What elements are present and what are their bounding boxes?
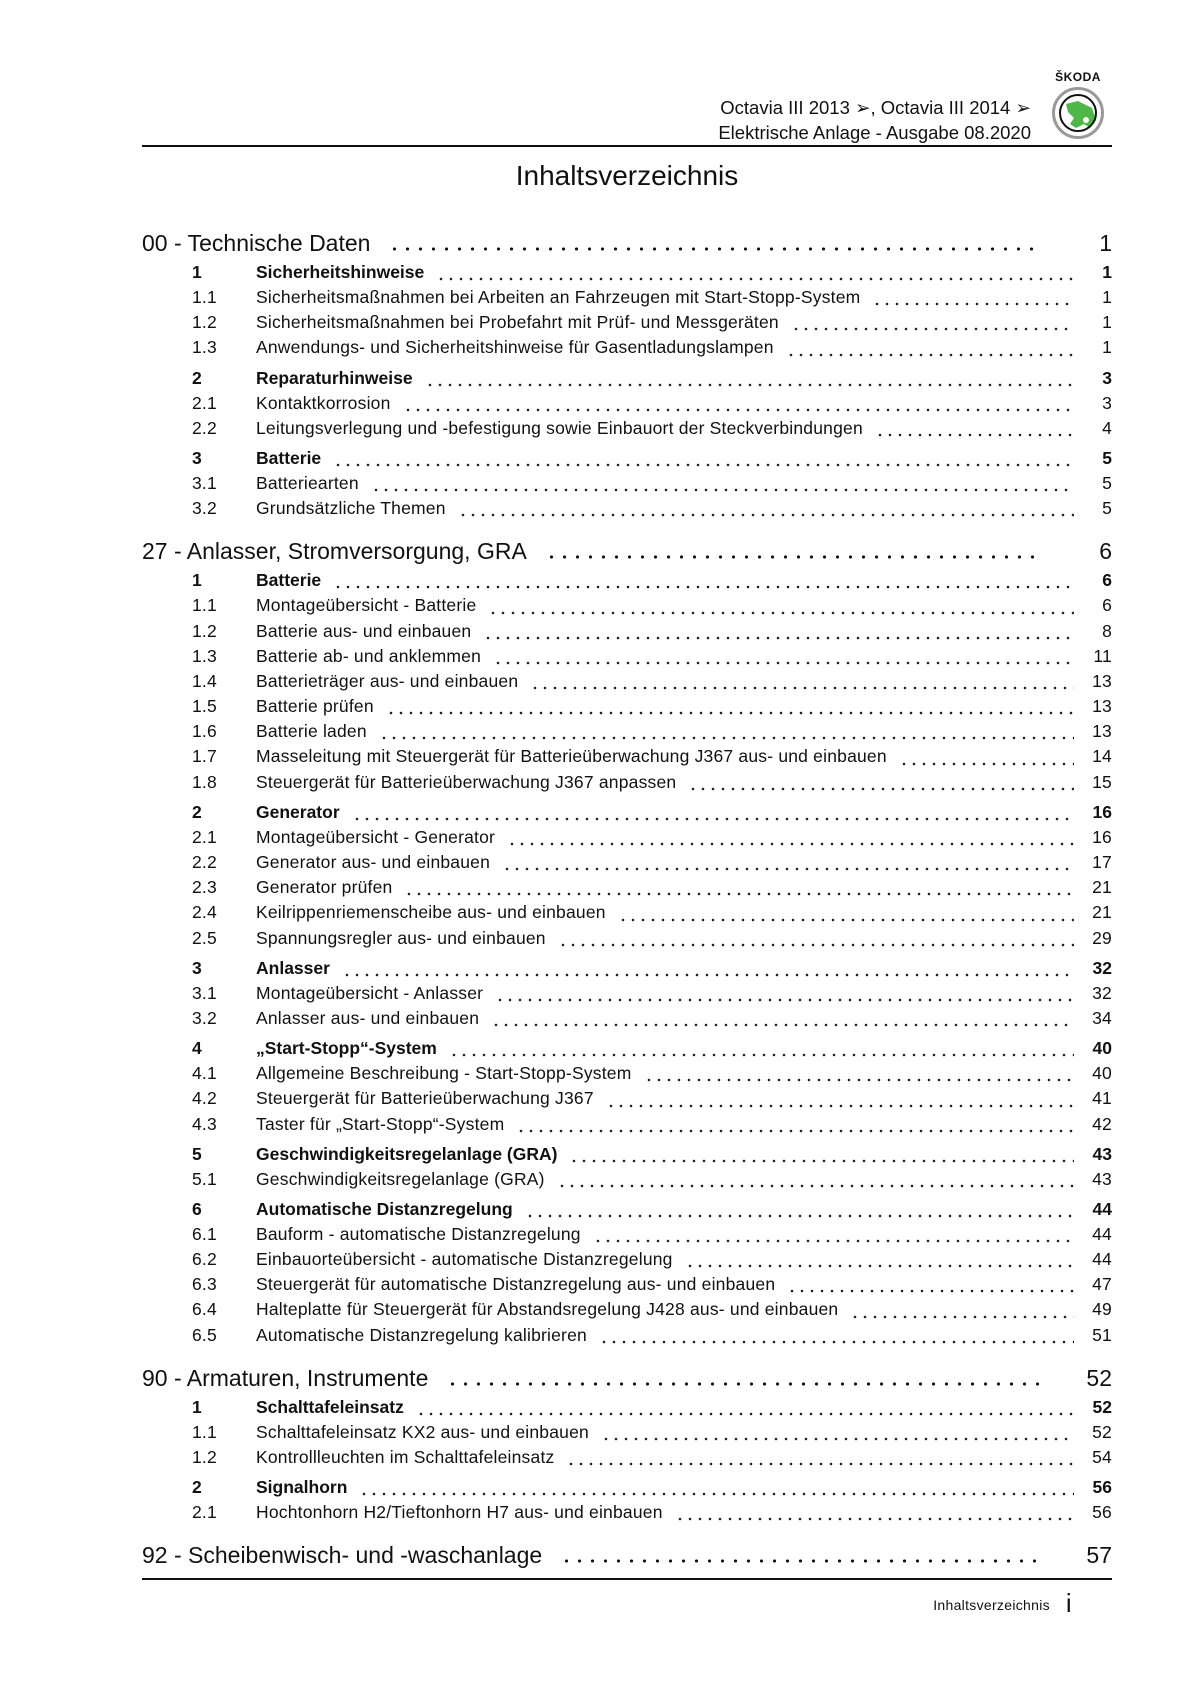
dot-leader — [899, 762, 1074, 766]
toc-number: 4 — [192, 1038, 202, 1059]
toc-page-number: 17 — [1092, 852, 1112, 872]
toc-page-number: 56 — [1092, 1502, 1112, 1523]
toc-number: 2 — [192, 1477, 202, 1498]
toc-title: Batteriearten — [256, 472, 359, 493]
toc-number: 3.1 — [192, 472, 217, 493]
toc-title: 00 - Technische Daten — [142, 230, 371, 256]
toc-page-number: 56 — [1092, 1477, 1112, 1498]
toc-title: Montageübersicht - Anlasser — [256, 982, 484, 1003]
dot-leader — [688, 787, 1074, 791]
toc-subsection[interactable] — [142, 1274, 1112, 1299]
toc-page-number: 40 — [1092, 1038, 1112, 1059]
toc-title: Batterieträger aus- und einbauen — [256, 670, 519, 691]
toc-title: Einbauorteübersicht - automatische Distanzregelung — [256, 1249, 673, 1270]
toc-subsection[interactable] — [142, 312, 1112, 337]
toc-page-number: 34 — [1092, 1007, 1112, 1028]
toc-title: Signalhorn — [256, 1477, 348, 1498]
toc-subsection[interactable] — [142, 983, 1112, 1008]
toc-page-number: 3 — [1102, 367, 1112, 388]
table-of-contents — [142, 230, 1112, 1569]
toc-subsection[interactable] — [142, 418, 1112, 443]
toc-page-number: 57 — [1086, 1542, 1112, 1569]
toc-number: 2.4 — [192, 902, 217, 923]
toc-number: 1 — [192, 262, 202, 282]
toc-title: Batterie ab- und anklemmen — [256, 645, 482, 666]
toc-page-number: 1 — [1102, 337, 1112, 358]
toc-subsection[interactable] — [142, 287, 1112, 312]
toc-number: 2.1 — [192, 392, 217, 413]
toc-number: 5.1 — [192, 1168, 217, 1189]
page-number: i — [1065, 1588, 1072, 1618]
toc-chapter[interactable] — [142, 538, 1112, 565]
toc-page-number: 52 — [1092, 1396, 1112, 1417]
footer-label: Inhaltsverzeichnis — [933, 1597, 1050, 1613]
toc-number: 4.1 — [192, 1063, 217, 1084]
toc-number: 1.2 — [192, 312, 217, 333]
skoda-wordmark: ŠKODA — [1055, 70, 1101, 84]
toc-number: 1.3 — [192, 337, 217, 358]
dot-leader — [557, 1184, 1074, 1188]
toc-section[interactable] — [142, 802, 1112, 827]
dot-leader — [545, 555, 1042, 559]
toc-title: Grundsätzliche Themen — [256, 498, 446, 519]
dot-leader — [403, 408, 1074, 412]
toc-title: Taster für „Start-Stopp“-System — [256, 1113, 505, 1134]
toc-title: Batterie — [256, 570, 322, 591]
toc-chapter[interactable] — [142, 1365, 1112, 1392]
toc-number: 3 — [192, 957, 202, 978]
toc-title: Leitungsverlegung und -befestigung sowie Einbauort der Steckverbindungen — [256, 417, 863, 438]
page-footer — [933, 1588, 1072, 1619]
toc-number: 6.5 — [192, 1324, 217, 1345]
header-rule — [142, 145, 1112, 147]
toc-page-number: 1 — [1102, 262, 1112, 282]
toc-page-number: 44 — [1092, 1249, 1112, 1270]
toc-title: Anlasser — [256, 957, 330, 978]
dot-leader — [593, 1239, 1074, 1243]
toc-subsection[interactable] — [142, 1063, 1112, 1088]
toc-title: Sicherheitshinweise — [256, 262, 425, 282]
dot-leader — [416, 1412, 1074, 1416]
toc-page-number: 1 — [1102, 287, 1112, 307]
toc-number: 3.1 — [192, 982, 217, 1003]
toc-section[interactable] — [142, 1477, 1112, 1502]
dot-leader — [516, 1129, 1074, 1133]
toc-page-number: 3 — [1102, 392, 1112, 413]
dot-leader — [618, 918, 1074, 922]
toc-number: 3.2 — [192, 498, 217, 519]
toc-number: 1.7 — [192, 746, 217, 767]
toc-subsection[interactable] — [142, 1008, 1112, 1033]
toc-title: Batterie prüfen — [256, 696, 374, 717]
dot-leader — [875, 433, 1074, 437]
toc-number: 1.1 — [192, 1421, 217, 1442]
dot-leader — [491, 1023, 1074, 1027]
dot-leader — [493, 661, 1074, 665]
dot-leader — [446, 1382, 1042, 1386]
dot-leader — [872, 302, 1074, 306]
toc-subsection[interactable] — [142, 337, 1112, 362]
toc-page-number: 1 — [1102, 312, 1112, 333]
toc-page-number: 5 — [1102, 498, 1112, 519]
toc-page-number: 16 — [1092, 826, 1112, 847]
toc-number: 1.3 — [192, 645, 217, 666]
toc-number: 6.2 — [192, 1249, 217, 1270]
dot-leader — [483, 636, 1074, 640]
header-models: Octavia III 2013 ➢, Octavia III 2014 ➢ — [720, 97, 1031, 118]
toc-subsection[interactable] — [142, 473, 1112, 498]
dot-leader — [601, 1437, 1074, 1441]
toc-title: Masseleitung mit Steuergerät für Batterieüberwachung J367 aus- und einbauen — [256, 746, 887, 767]
footer-rule — [142, 1578, 1112, 1580]
toc-title: Hochtonhorn H2/Tieftonhorn H7 aus- und einbauen — [256, 1502, 663, 1523]
dot-leader — [342, 973, 1074, 977]
dot-leader — [458, 513, 1074, 517]
toc-subsection[interactable] — [142, 1169, 1112, 1194]
toc-title: Steuergerät für automatische Distanzregelung aus- und einbauen — [256, 1274, 776, 1295]
page-title: Inhaltsverzeichnis — [515, 160, 739, 191]
toc-title: Batterie aus- und einbauen — [256, 620, 472, 641]
toc-number: 4.2 — [192, 1088, 217, 1109]
toc-title: „Start-Stopp“-System — [256, 1038, 437, 1059]
dot-leader — [404, 892, 1074, 896]
dot-leader — [599, 1340, 1074, 1344]
dot-leader — [566, 1462, 1074, 1466]
toc-title: Anlasser aus- und einbauen — [256, 1007, 480, 1028]
toc-number: 1 — [192, 570, 202, 591]
toc-subsection[interactable] — [142, 621, 1112, 646]
toc-title: Schalttafeleinsatz — [256, 1396, 404, 1417]
toc-number: 1.6 — [192, 721, 217, 742]
toc-number: 2 — [192, 801, 202, 822]
dot-leader — [488, 611, 1074, 615]
toc-page-number: 1 — [1099, 230, 1112, 256]
toc-section[interactable] — [142, 448, 1112, 473]
dot-leader — [530, 686, 1074, 690]
toc-subsection[interactable] — [142, 1224, 1112, 1249]
toc-page-number: 6 — [1099, 538, 1112, 565]
toc-page-number: 4 — [1102, 417, 1112, 438]
dot-leader — [379, 736, 1074, 740]
toc-title: Bauform - automatische Distanzregelung — [256, 1223, 581, 1244]
toc-title: 27 - Anlasser, Stromversorgung, GRA — [142, 538, 527, 565]
toc-subsection[interactable] — [142, 671, 1112, 696]
toc-number: 1.4 — [192, 670, 217, 691]
dot-leader — [388, 247, 1042, 251]
toc-title: Sicherheitsmaßnahmen bei Probefahrt mit Prüf- und Messgeräten — [256, 312, 779, 333]
toc-subsection[interactable] — [142, 772, 1112, 797]
toc-title: Batterie laden — [256, 721, 367, 742]
dot-leader — [495, 998, 1074, 1002]
header-edition: Elektrische Anlage - Ausgabe 08.2020 — [718, 122, 1031, 143]
toc-chapter[interactable] — [142, 230, 1112, 257]
toc-subsection[interactable] — [142, 498, 1112, 523]
toc-number: 3 — [192, 447, 202, 468]
toc-number: 1 — [192, 1396, 202, 1417]
toc-title: Montageübersicht - Batterie — [256, 595, 477, 616]
toc-title: Anwendungs- und Sicherheitshinweise für Gasentladungslampen — [256, 337, 774, 358]
toc-page-number: 49 — [1092, 1299, 1112, 1320]
toc-page-number: 6 — [1102, 595, 1112, 616]
toc-page-number: 32 — [1092, 957, 1112, 978]
toc-subsection[interactable] — [142, 1447, 1112, 1472]
toc-title: Automatische Distanzregelung kalibrieren — [256, 1324, 587, 1345]
toc-title: Generator prüfen — [256, 877, 393, 898]
toc-page-number: 5 — [1102, 472, 1112, 493]
dot-leader — [791, 327, 1074, 331]
toc-title: Automatische Distanzregelung — [256, 1198, 513, 1219]
toc-subsection[interactable] — [142, 1299, 1112, 1324]
toc-number: 6.3 — [192, 1274, 217, 1295]
dot-leader — [425, 383, 1074, 387]
dot-leader — [850, 1315, 1074, 1319]
toc-section[interactable] — [142, 1397, 1112, 1422]
dot-leader — [606, 1104, 1074, 1108]
dot-leader — [386, 711, 1074, 715]
winged-arrow-icon — [1062, 98, 1100, 134]
toc-number: 5 — [192, 1143, 202, 1164]
toc-subsection[interactable] — [142, 827, 1112, 852]
toc-title: 90 - Armaturen, Instrumente — [142, 1364, 429, 1391]
toc-subsection[interactable] — [142, 1249, 1112, 1274]
toc-title: Montageübersicht - Generator — [256, 826, 496, 847]
toc-page-number: 15 — [1092, 771, 1112, 792]
toc-page-number: 43 — [1092, 1143, 1112, 1164]
toc-page-number: 52 — [1092, 1421, 1112, 1442]
toc-section[interactable] — [142, 958, 1112, 983]
toc-page-number: 41 — [1092, 1088, 1112, 1109]
toc-number: 1.2 — [192, 620, 217, 641]
toc-subsection[interactable] — [142, 902, 1112, 927]
toc-number: 2.3 — [192, 877, 217, 898]
toc-page-number: 51 — [1092, 1324, 1112, 1345]
toc-subsection[interactable] — [142, 1114, 1112, 1139]
toc-page-number: 44 — [1092, 1198, 1112, 1219]
toc-page-number: 16 — [1092, 801, 1112, 822]
toc-title: Generator — [256, 801, 340, 822]
toc-title: Spannungsregler aus- und einbauen — [256, 927, 546, 948]
dot-leader — [560, 1559, 1042, 1563]
toc-number: 1.1 — [192, 595, 217, 616]
toc-subsection[interactable] — [142, 1325, 1112, 1350]
dot-leader — [502, 867, 1074, 871]
toc-subsection[interactable] — [142, 1088, 1112, 1113]
toc-number: 6 — [192, 1198, 202, 1219]
toc-title: Kontaktkorrosion — [256, 392, 391, 413]
dot-leader — [436, 277, 1074, 281]
toc-subsection[interactable] — [142, 646, 1112, 671]
toc-page-number: 47 — [1092, 1274, 1112, 1295]
toc-page-number: 44 — [1092, 1223, 1112, 1244]
skoda-logo — [1052, 87, 1104, 139]
toc-number: 2.2 — [192, 417, 217, 438]
toc-title: Sicherheitsmaßnahmen bei Arbeiten an Fahrzeugen mit Start-Stopp-System — [256, 287, 861, 307]
document-header — [718, 95, 1031, 145]
toc-subsection[interactable] — [142, 746, 1112, 771]
toc-page-number: 6 — [1102, 570, 1112, 591]
toc-page-number: 5 — [1102, 447, 1112, 468]
toc-page-number: 42 — [1092, 1113, 1112, 1134]
toc-subsection[interactable] — [142, 1422, 1112, 1447]
toc-number: 2.1 — [192, 1502, 217, 1523]
toc-page-number: 43 — [1092, 1168, 1112, 1189]
toc-page-number: 14 — [1092, 746, 1112, 767]
toc-number: 6.1 — [192, 1223, 217, 1244]
toc-page-number: 21 — [1092, 877, 1112, 898]
toc-number: 2.5 — [192, 927, 217, 948]
toc-title: Geschwindigkeitsregelanlage (GRA) — [256, 1143, 558, 1164]
dot-leader — [359, 1492, 1074, 1496]
toc-title: Kontrollleuchten im Schalttafeleinsatz — [256, 1447, 555, 1467]
toc-page-number: 13 — [1092, 721, 1112, 742]
toc-number: 1.1 — [192, 287, 217, 307]
toc-section[interactable] — [142, 368, 1112, 393]
toc-number: 1.2 — [192, 1447, 217, 1467]
toc-title: Steuergerät für Batterieüberwachung J367 anpassen — [256, 771, 677, 792]
dot-leader — [558, 943, 1074, 947]
toc-number: 1.5 — [192, 696, 217, 717]
toc-subsection[interactable] — [142, 877, 1112, 902]
toc-number: 4.3 — [192, 1113, 217, 1134]
toc-subsection[interactable] — [142, 595, 1112, 620]
toc-number: 2 — [192, 367, 202, 388]
toc-page-number: 8 — [1102, 620, 1112, 641]
dot-leader — [525, 1214, 1074, 1218]
dot-leader — [333, 463, 1074, 467]
toc-title: Keilrippenriemenscheibe aus- und einbauen — [256, 902, 606, 923]
toc-title: 92 - Scheibenwisch- und -waschanlage — [142, 1542, 543, 1569]
dot-leader — [449, 1053, 1074, 1057]
toc-page-number: 40 — [1092, 1063, 1112, 1084]
toc-section[interactable] — [142, 570, 1112, 595]
dot-leader — [507, 842, 1074, 846]
toc-page-number: 54 — [1092, 1447, 1112, 1467]
toc-page-number: 13 — [1092, 670, 1112, 691]
toc-page-number: 29 — [1092, 927, 1112, 948]
toc-subsection[interactable] — [142, 721, 1112, 746]
toc-title: Batterie — [256, 447, 322, 468]
toc-number: 3.2 — [192, 1007, 217, 1028]
toc-number: 2.2 — [192, 852, 217, 872]
dot-leader — [371, 488, 1074, 492]
toc-title: Halteplatte für Steuergerät für Abstandsregelung J428 aus- und einbauen — [256, 1299, 839, 1320]
toc-number: 1.8 — [192, 771, 217, 792]
toc-title: Steuergerät für Batterieüberwachung J367 — [256, 1088, 594, 1109]
dot-leader — [685, 1264, 1074, 1268]
toc-subsection[interactable] — [142, 1502, 1112, 1527]
toc-title: Generator aus- und einbauen — [256, 852, 491, 872]
toc-title: Reparaturhinweise — [256, 367, 413, 388]
dot-leader — [787, 1289, 1074, 1293]
toc-title: Geschwindigkeitsregelanlage (GRA) — [256, 1168, 545, 1189]
toc-subsection[interactable] — [142, 928, 1112, 953]
toc-number: 6.4 — [192, 1299, 217, 1320]
dot-leader — [786, 353, 1074, 357]
toc-page-number: 52 — [1086, 1364, 1112, 1391]
toc-section[interactable] — [142, 1144, 1112, 1169]
toc-page-number: 11 — [1093, 645, 1112, 666]
toc-page-number: 13 — [1092, 696, 1112, 717]
dot-leader — [352, 817, 1074, 821]
toc-chapter[interactable] — [142, 1542, 1112, 1569]
toc-section[interactable] — [142, 1199, 1112, 1224]
toc-title: Allgemeine Beschreibung - Start-Stopp-System — [256, 1063, 632, 1084]
dot-leader — [675, 1517, 1074, 1521]
toc-subsection[interactable] — [142, 696, 1112, 721]
toc-subsection[interactable] — [142, 852, 1112, 877]
toc-subsection[interactable] — [142, 393, 1112, 418]
toc-page-number: 21 — [1092, 902, 1112, 923]
toc-title: Schalttafeleinsatz KX2 aus- und einbauen — [256, 1421, 589, 1442]
dot-leader — [569, 1159, 1074, 1163]
toc-section[interactable] — [142, 1038, 1112, 1063]
toc-number: 2.1 — [192, 826, 217, 847]
dot-leader — [644, 1078, 1075, 1082]
toc-page-number: 32 — [1092, 982, 1112, 1003]
toc-section[interactable] — [142, 262, 1112, 287]
dot-leader — [333, 585, 1074, 589]
